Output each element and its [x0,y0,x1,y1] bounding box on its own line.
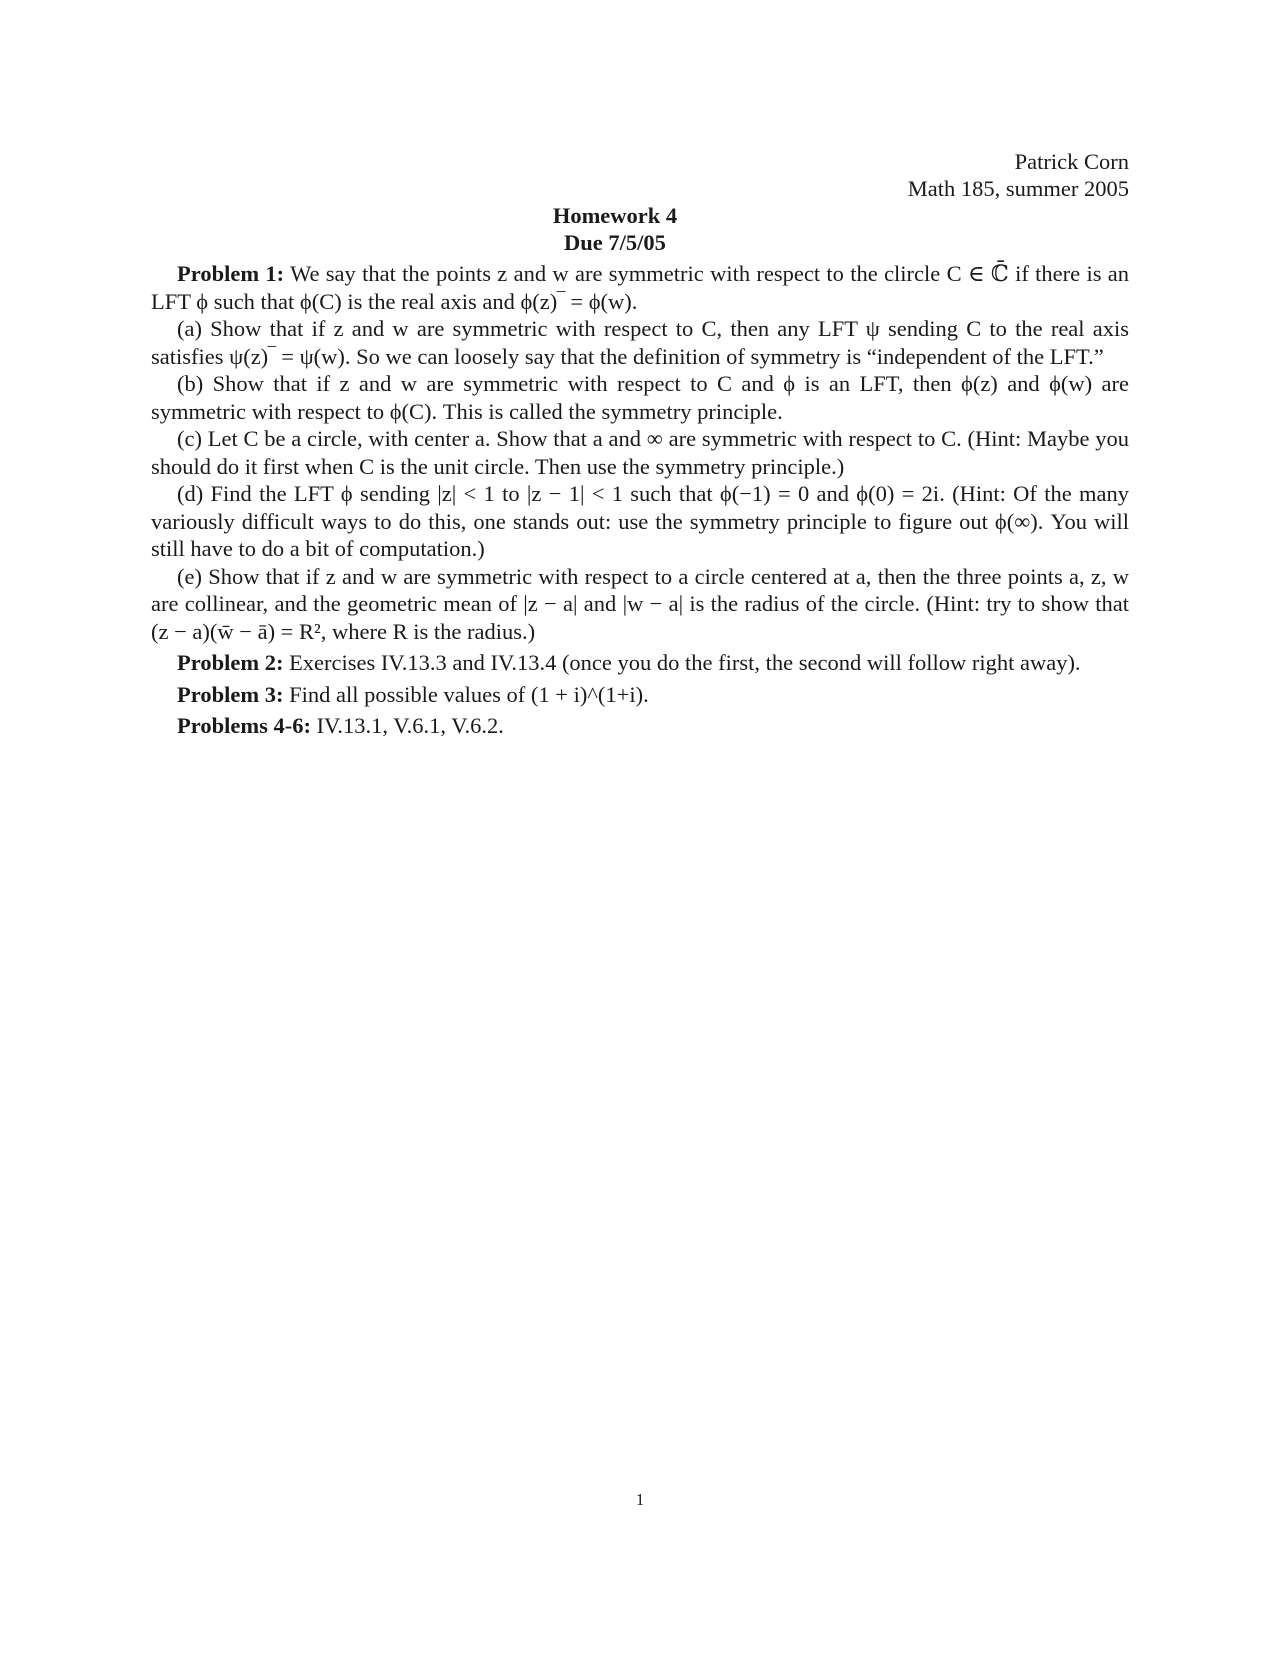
problems-4-6 [151,712,1129,740]
problem-2 [151,649,1129,677]
document-page [151,148,1129,740]
problems-4-6-heading: Problems 4-6: [177,713,311,738]
page-number: 1 [635,1490,645,1509]
problem-1-intro [151,260,1129,315]
problem-1d: (d) Find the LFT ϕ sending |z| < 1 to |z − 1| < 1 such that ϕ(−1) = 0 and ϕ(0) = 2i. (Hint: Of the many variously difficult ways to do this, one stands out: use the symmetry principle to figure out ϕ(∞). You will still have to do a bit of computation.) [151,481,1129,561]
problem-3-heading: Problem 3: [177,681,284,707]
problems-4-6-text: IV.13.1, V.6.1, V.6.2. [316,713,504,738]
problem-1e: (e) Show that if z and w are symmetric with respect to a circle centered at a, then the three points a, z, w are collinear, and the geometric mean of |z − a| and |w − a| is the radius of the circle. (Hint: try to show that (z − a)(w̄ − ā) = R², where R is the radius.) [151,563,1129,644]
homework-title: Homework 4 [552,203,678,228]
problem-3 [151,681,1129,709]
problem-2-heading: Problem 2: [177,650,284,675]
problem-3-text: Find all possible values of (1 + i)^(1+i). [289,681,649,707]
problem-1c: (c) Let C be a circle, with center a. Show that a and ∞ are symmetric with respect to C. (Hint: Maybe you should do it first when C is the unit circle. Then use the symmetry principle.) [151,426,1129,479]
problem-1-heading: Problem 1: [177,261,285,286]
problem-2-text: Exercises IV.13.3 and IV.13.4 (once you do the first, the second will follow right away). [289,650,1081,675]
due-date: Due 7/5/05 [564,230,666,255]
problem-1-text: We say that the points z and w are symmetric with respect to the clircle C ∈ ℂ̄ if there is an LFT ϕ such that ϕ(C) is the real axis and ϕ(z)‾ = ϕ(w). [151,261,1130,314]
course-info: Math 185, summer 2005 [907,176,1129,201]
problem-1b: (b) Show that if z and w are symmetric with respect to C and ϕ is an LFT, then ϕ(z) and ϕ(w) are symmetric with respect to ϕ(C). This is called the symmetry principle. [151,371,1129,424]
author-name: Patrick Corn [1014,149,1129,174]
problem-1a: (a) Show that if z and w are symmetric with respect to C, then any LFT ψ sending C to the real axis satisfies ψ(z)‾ = ψ(w). So we can loosely say that the definition of symmetry is “independent of the LFT.” [151,316,1129,369]
